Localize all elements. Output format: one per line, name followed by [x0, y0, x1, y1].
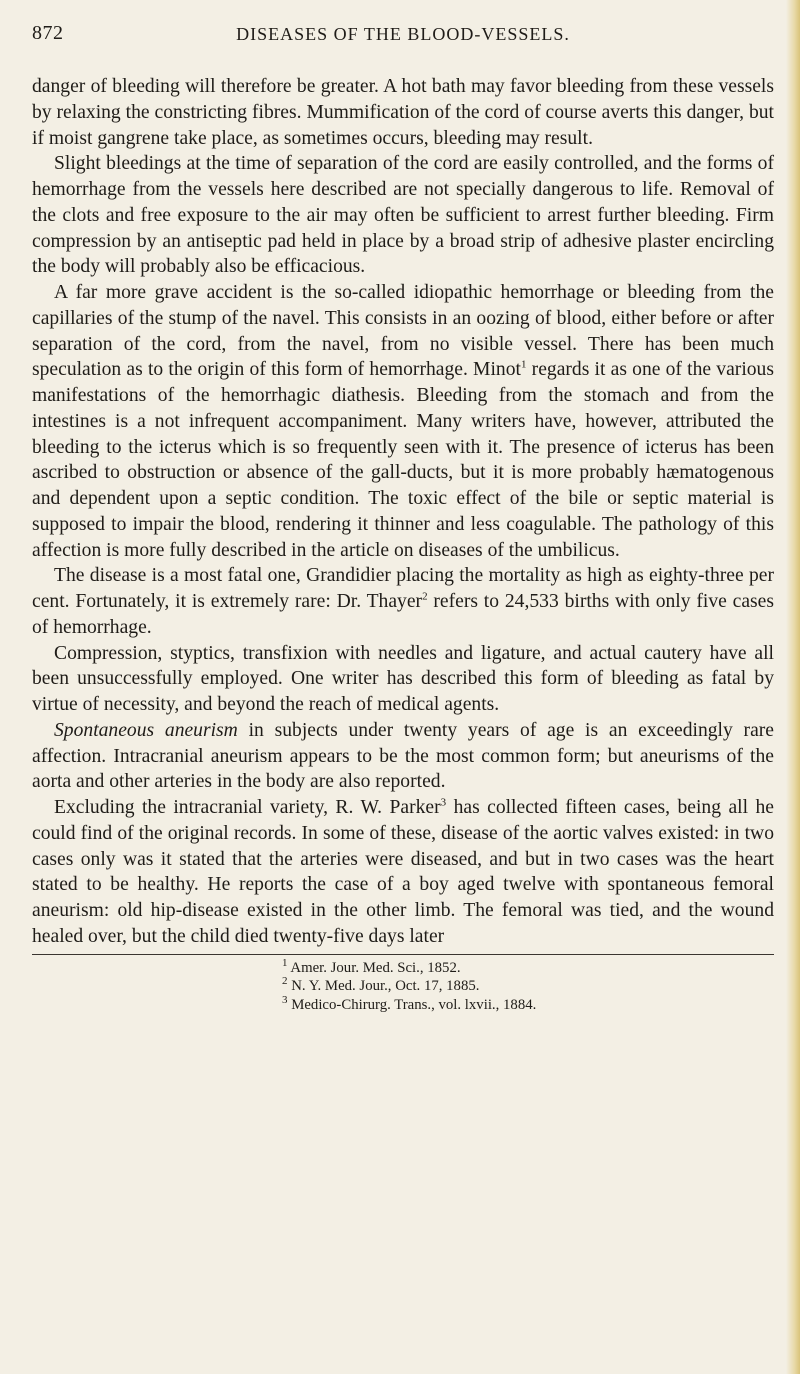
paragraph-text: has collected fifteen cases, being all he could find of the original records. In some of these, disease of the aortic valves existed: in two cases only was it stated that the arteries were diseased, and but in two cases was the heart stated to be healthy. He reports the case of a boy aged twelve with spontaneous femoral aneurism: old hip-disease existed in the other limb. The femoral was tied, and the wound healed over, but the child died twenty-five days later: [32, 797, 774, 947]
footnote-text: Medico-Chirurg. Trans., vol. lxvii., 1884.: [287, 996, 537, 1013]
paragraph-text: Compression, styptics, transfixion with needles and ligature, and actual cautery have all been unsuccessfully employed. One writer has described this form of bleeding as fatal by virtue of necessity, and beyond the reach of medical agents.: [32, 642, 774, 715]
paragraph: [32, 795, 774, 950]
paragraph-text: refers to 24,533 births with only five cases of hemorrhage.: [32, 591, 774, 638]
paragraph: [32, 718, 774, 795]
paragraph: [32, 74, 774, 151]
page-edge-shading: [786, 0, 800, 1374]
footnote-text: Amer. Jour. Med. Sci., 1852.: [287, 959, 461, 976]
footnote: [282, 993, 774, 1015]
footnote: [282, 977, 774, 996]
page-number: 872: [32, 22, 64, 44]
paragraph: [32, 280, 774, 563]
paragraph: [32, 563, 774, 640]
paragraph-text: A far more grave accident is the so-called idiopathic hemorrhage or bleeding from the capillaries of the stump of the navel. This consists in an oozing of blood, either before or after separation of the cord, from the navel, from no visible vessel. There has been much speculation as to the origin of this form of hemorrhage. Minot: [32, 282, 774, 381]
paragraph-text: Slight bleedings at the time of separation of the cord are easily controlled, and the forms of hemorrhage from the vessels here described are not specially dangerous to life. Removal of the clots and free exposure to the air may often be sufficient to arrest further bleeding. Firm compression by an antiseptic pad held in place by a broad strip of adhesive plaster encircling the body will probably also be efficacious.: [32, 153, 774, 278]
paragraph-text: in subjects under twenty years of age is an exceedingly rare affection. Intracranial aneurism appears to be the most common form; but aneurisms of the aorta and other arteries in the body are also reported.: [32, 719, 774, 793]
footnote-text: N. Y. Med. Jour., Oct. 17, 1885.: [287, 978, 480, 994]
footnote: [282, 956, 774, 978]
paragraph: [32, 641, 774, 718]
page: [32, 18, 774, 1014]
body-text: [32, 74, 774, 950]
footnote-divider: [32, 954, 774, 955]
footnote-ref: 3: [440, 796, 447, 809]
paragraph-text: Excluding the intracranial variety, R. W. Parker: [54, 797, 441, 818]
section-term: Spontaneous aneurism: [54, 719, 238, 741]
paragraph: [32, 151, 774, 280]
footnote-ref: 1: [520, 358, 527, 371]
footnotes: [32, 956, 774, 1015]
running-head: DISEASES OF THE BLOOD-VESSELS.: [236, 24, 570, 44]
paragraph-text: regards it as one of the various manifestations of the hemorrhagic diathesis. Bleeding from the stomach and from the intestines is a not infrequent accompaniment. Many writers have, however, attributed the bleeding to the icterus which is so frequently seen with it. The presence of icterus has been ascribed to obstruction or absence of the gall-ducts, but it is more probably hæmatogenous and dependent upon a septic condition. The toxic effect of the bile or septic material is supposed to impair the blood, rendering it thinner and less coagulable. The pathology of this affection is more fully described in the article on diseases of the umbilicus.: [32, 359, 774, 561]
footnote-mark: 3: [282, 993, 288, 1006]
footnote-ref: 2: [422, 590, 428, 603]
page-header: [32, 18, 774, 52]
paragraph-text: The disease is a most fatal one, Grandidier placing the mortality as high as eighty-three per cent. Fortunately, it is extremely rare: Dr. Thayer: [32, 565, 774, 612]
footnote-mark: 2: [282, 975, 288, 988]
footnote-mark: 1: [282, 956, 288, 969]
paragraph-text: danger of bleeding will therefore be greater. A hot bath may favor bleeding from these vessels by relaxing the constricting fibres. Mummification of the cord of course averts this danger, but if moist gangrene take place, as sometimes occurs, bleeding may result.: [32, 76, 774, 149]
